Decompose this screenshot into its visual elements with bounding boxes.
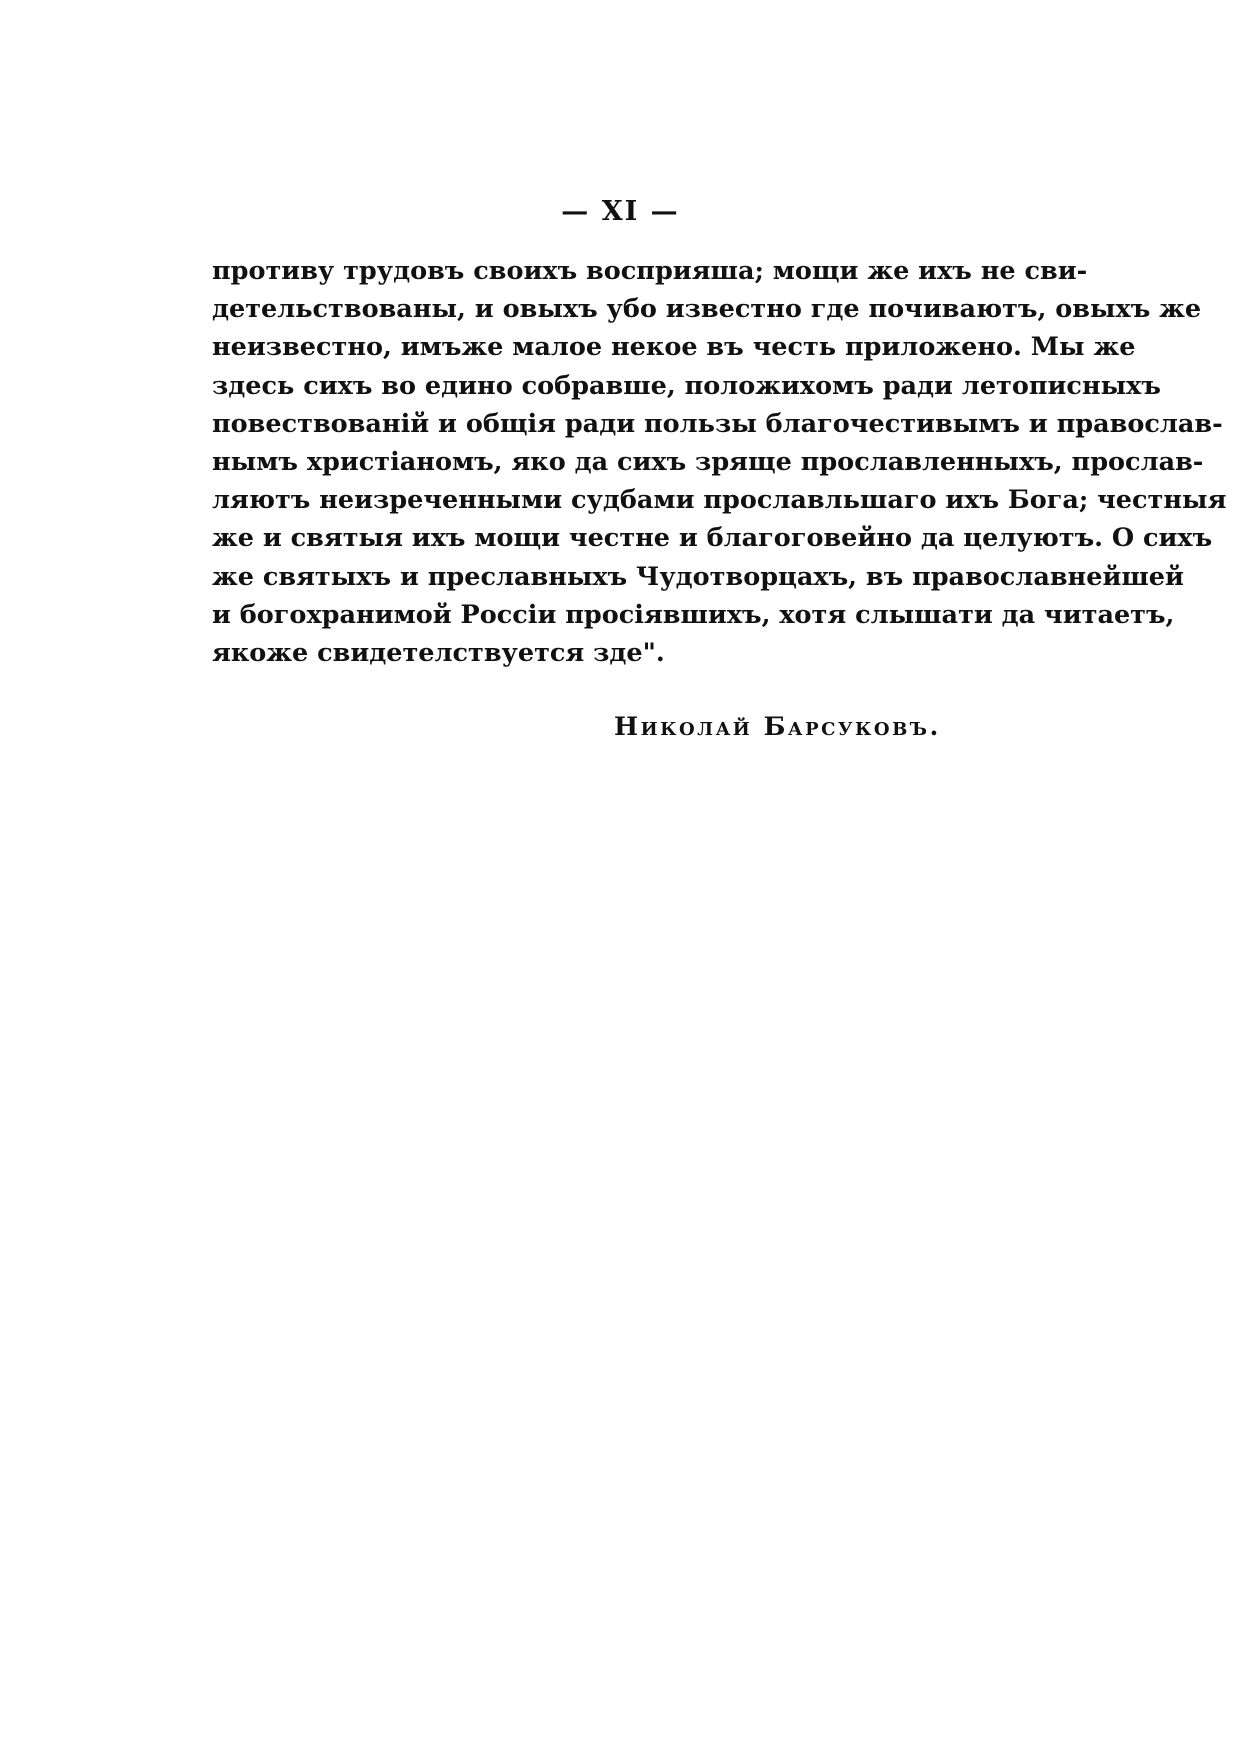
author-signature: Николай Барсуковъ. bbox=[614, 712, 941, 742]
text-line: же святыхъ и преславныхъ Чудотворцахъ, въ православнейшей bbox=[212, 561, 1184, 592]
text-line: же и святыя ихъ мощи честне и благоговейно да целуютъ. О сихъ bbox=[212, 523, 1213, 554]
text-line: повествованій и общія ради пользы благочестивымъ и православ- bbox=[212, 408, 1223, 439]
body-text bbox=[212, 252, 1227, 672]
text-line: противу трудовъ своихъ восприяша; мощи же ихъ не сви- bbox=[212, 256, 1088, 286]
text-line: детельствованы, и овыхъ убо известно где почиваютъ, овыхъ же bbox=[212, 294, 1202, 325]
text-line: здесь сихъ во едино собравше, положихомъ ради летописныхъ bbox=[212, 370, 1161, 401]
text-line: ляютъ неизреченными судбами прославльшаго ихъ Бога; честныя bbox=[212, 485, 1227, 516]
text-line: и богохранимой Россіи просіявшихъ, хотя слышати да читаетъ, bbox=[212, 599, 1175, 630]
text-line: неизвестно, имъже малое некое въ честь приложено. Мы же bbox=[212, 332, 1136, 363]
text-line: нымъ христіаномъ, яко да сихъ зряще прославленныхъ, прослав- bbox=[212, 447, 1204, 478]
text-line: якоже свидетелствуется зде". bbox=[212, 638, 665, 669]
page-number: — XI — bbox=[561, 196, 680, 227]
